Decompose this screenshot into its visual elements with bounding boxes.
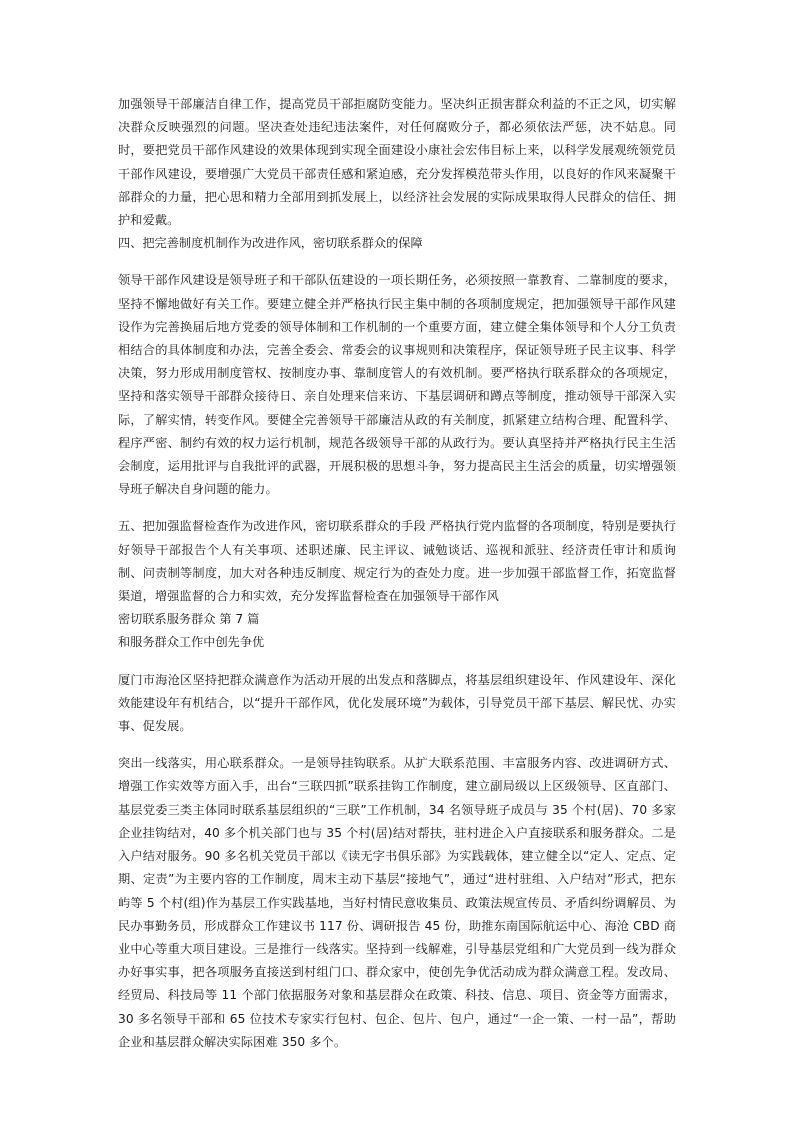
paragraph-system-building: 领导干部作风建设是领导班子和干部队伍建设的一项长期任务，必须按照一靠教育、二靠制度的要求，坚持不懈地做好有关工作。要建立健全并严格执行民主集中制的各项制度规定，把加强领导干部作风建设作为完善换届后地方党委的领导体制和工作机制的一个重要方面，建立健全集体领导和个人分工负责相结合的具体制度和办法，完善全委会、常委会的议事规则和决策程序，保证领导班子民主议事、科学决策，努力形成用制度管权、按制度办事、靠制度管人的有效机制。要严格执行联系群众的各项规定，坚持和落实领导干部群众接待日、亲自处理来信来访、下基层调研和蹲点等制度，推动领导干部深入实际，了解实情，转变作风。要健全完善领导干部廉洁从政的有关制度，抓紧建立结构合理、配置科学、程序严密、制约有效的权力运行机制，规范各级领导干部的从政行为。要认真坚持并严格执行民主生活会制度，运用批评与自我批评的武器，开展积极的思想斗争，努力提高民主生活会的质量，切实增强领导班子解决自身问题的能力。: [118, 273, 676, 497]
section-heading-4: 四、把完善制度机制作为改进作风，密切联系群众的保障: [118, 236, 423, 251]
paragraph-frontline: 突出一线落实，用心联系群众。一是领导挂钩联系。从扩大联系范围、丰富服务内容、改进调研方式、增强工作实效等方面入手，出台“三联四抓”联系挂钩工作制度，建立副局级以上区级领导、区直部门、基层党委三类主体同时联系基层组织的“三联”工作机制，34 名领导班子成员与 35 个村(居)、70 多家企业挂钩结对，40 多个机关部门也与 35 个村(居)结对帮扶，驻村进企入户直接联系和服务群众。二是入户结对服务。90 多名机关党员干部以《读无字书俱乐部》为实践载体，建立健全以“定人、定点、定期、定责”为主要内容的工作制度，周末主动下基层“接地气”，通过“进村驻组、入户结对”形式，把东屿等 5 个村(组)作为基层工作实践基地，当好村情民意收集员、政策法规宣传员、矛盾纠纷调解员、为民办事勤务员，形成群众工作建议书 117 份、调研报告 45 份，助推东南国际航运中心、海沧 CBD 商业中心等重大项目建设。三是推行一线落实。坚持到一线解难，引导基层党组和广大党员到一线为群众办好事实事，把各项服务直接送到村组门口、群众家中，使创先争优活动成为群众满意工程。发改局、经贸局、科技局等 11 个部门依据服务对象和基层群众在政策、科技、信息、项目、资金等方面需求，30 多名领导干部和 65 位技术专家实行包村、包企、包片、包户，通过“一企一策、一村一品”，帮助企业和基层群众解决实际困难 350 多个。: [118, 756, 676, 1049]
chapter-subtitle: 和服务群众工作中创先争优: [118, 635, 265, 650]
paragraph-integrity: 加强领导干部廉洁自律工作，提高党员干部拒腐防变能力。坚决纠正损害群众利益的不正之风，切实解决群众反映强烈的问题。坚决查处违纪违法案件，对任何腐败分子，都必须依法严惩，决不姑息。同时，要把党员干部作风建设的效果体现到实现全面建设小康社会宏伟目标上来，以科学发展观统领党员干部作风建设，要增强广大党员干部责任感和紧迫感，充分发挥模范带头作用，以良好的作风来凝聚干部群众的力量，把心思和精力全部用到抓发展上，以经济社会发展的实际成果取得人民群众的信任、拥护和爱戴。: [118, 97, 676, 228]
document-page: [118, 93, 676, 1054]
paragraph-supervision: 五、把加强监督检查作为改进作风，密切联系群众的手段 严格执行党内监督的各项制度，特别是要执行好领导干部报告个人有关事项、述职述廉、民主评议、诫勉谈话、巡视和派驻、经济责任审计和质询制、问责制等制度，加大对各种违反制度、规定行为的查处力度。进一步加强干部监督工作，拓宽监督渠道，增强监督的合力和实效，充分发挥监督检查在加强领导干部作风: [118, 519, 676, 604]
chapter-title: 密切联系服务群众 第 7 篇: [118, 612, 260, 627]
paragraph-haicang-intro: 厦门市海沧区坚持把群众满意作为活动开展的出发点和落脚点，将基层组织建设年、作风建设年、深化效能建设年有机结合，以“提升干部作风，优化发展环境”为载体，引导党员干部下基层、解民忧、办实事、促发展。: [118, 672, 676, 734]
